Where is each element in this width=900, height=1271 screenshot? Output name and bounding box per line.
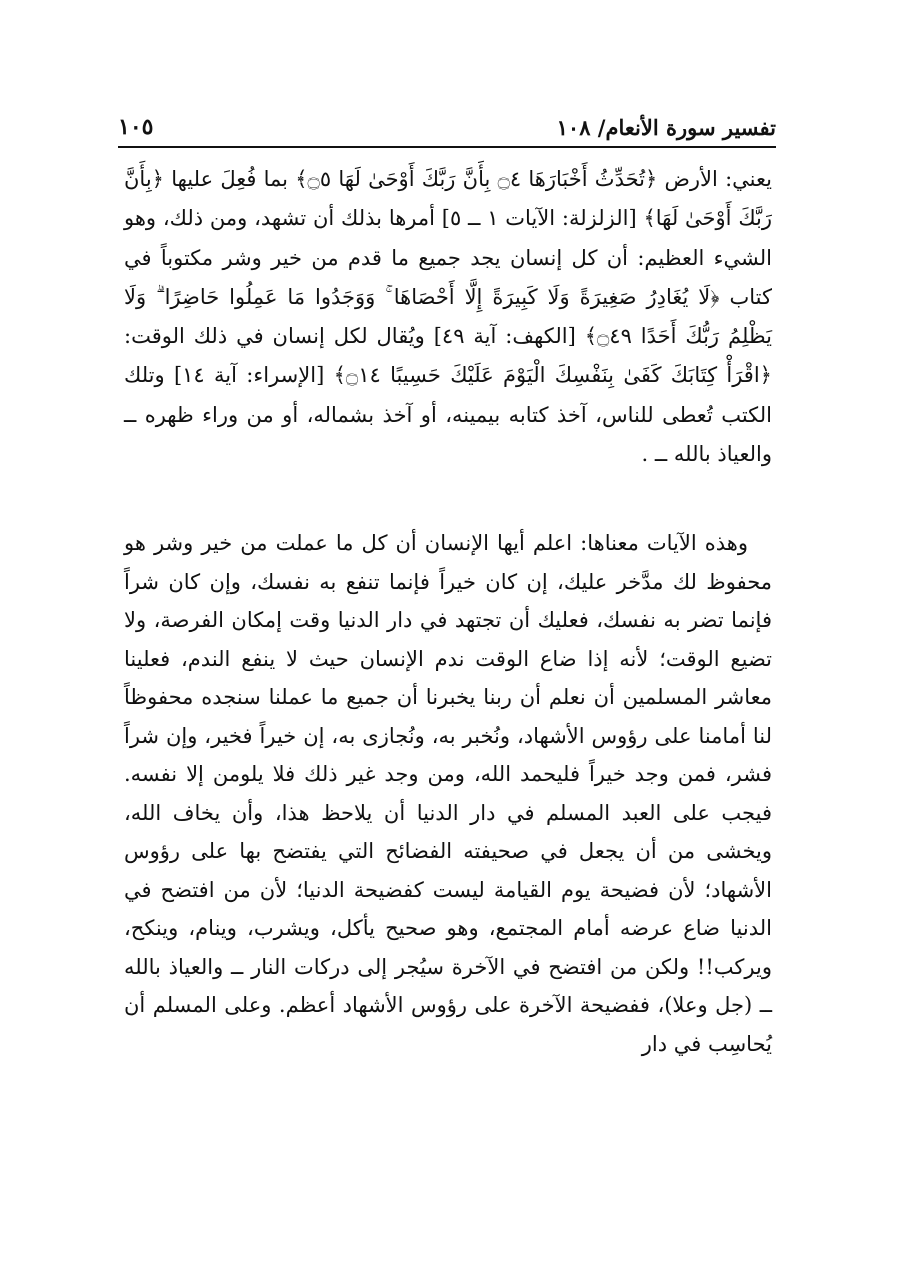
page-number: ١٠٥	[118, 114, 154, 140]
running-title: تفسير سورة الأنعام/ ١٠٨	[556, 115, 776, 140]
page-header	[118, 100, 776, 140]
paragraph-1: يعني: الأرض ﴿تُحَدِّثُ أَخْبَارَهَا ۝٤ بِأَنَّ رَبَّكَ أَوْحَىٰ لَهَا ۝٥﴾ بما فُعِلَ عليها ﴿بِأَنَّ رَبَّكَ أَوْحَىٰ لَهَا﴾ [الزلزلة: الآيات ١ ــ ٥] أمرها بذلك أن تشهد، ومن ذلك، وهو الشيء العظيم: أن كل إنسان يجد جميع ما قدم من خير وشر مكتوباً في كتاب ﴿لَا يُغَادِرُ صَغِيرَةً وَلَا كَبِيرَةً إِلَّا أَحْصَاهَا ۚ وَوَجَدُوا مَا عَمِلُوا حَاضِرًا ۗ وَلَا يَظْلِمُ رَبُّكَ أَحَدًا ۝٤٩﴾ [الكهف: آية ٤٩] ويُقال لكل إنسان في ذلك الوقت: ﴿اقْرَأْ كِتَابَكَ كَفَىٰ بِنَفْسِكَ الْيَوْمَ عَلَيْكَ حَسِيبًا ۝١٤﴾ [الإسراء: آية ١٤] وتلك الكتب تُعطى للناس، آخذ كتابه بيمينه، أو آخذ بشماله، أو من وراء ظهره ــ والعياذ بالله ــ .	[124, 167, 773, 467]
paragraph-2: وهذه الآيات معناها: اعلم أيها الإنسان أن كل ما عملت من خير وشر هو محفوظ لك مدَّخر عليك، إن كان خيراً فإنما تنفع به نفسك، وإن كان شراً فإنما تضر به نفسك، فعليك أن تجتهد في دار الدنيا وقت إمكان الفرصة، ولا تضيع الوقت؛ لأنه إذا ضاع الوقت ندم الإنسان حيث لا ينفع الندم، فعلينا معاشر المسلمين أن نعلم أن ربنا يخبرنا أن جميع ما عملنا سنجده محفوظاً لنا أمامنا على رؤوس الأشهاد، ونُخبر به، ونُجازى به، إن خيراً فخير، وإن شراً فشر، فمن وجد خيراً فليحمد الله، ومن وجد غير ذلك فلا يلومن إلا نفسه. فيجب على العبد المسلم في دار الدنيا أن يلاحظ هذا، وأن يخاف الله، ويخشى من أن يجعل في صحيفته الفضائح التي يفتضح بها على رؤوس الأشهاد؛ لأن فضيحة يوم القيامة ليست كفضيحة الدنيا؛ لأن من افتضح في الدنيا ضاع عرضه أمام المجتمع، وهو صحيح يأكل، ويشرب، وينام، وينكح، ويركب!! ولكن من افتضح في الآخرة سيُجر إلى دركات النار ــ والعياذ بالله ــ (جل وعلا)، ففضيحة الآخرة على رؤوس الأشهاد أعظم. وعلى المسلم أن يُحاسِب في دار	[124, 531, 772, 1056]
header-divider	[118, 146, 776, 148]
